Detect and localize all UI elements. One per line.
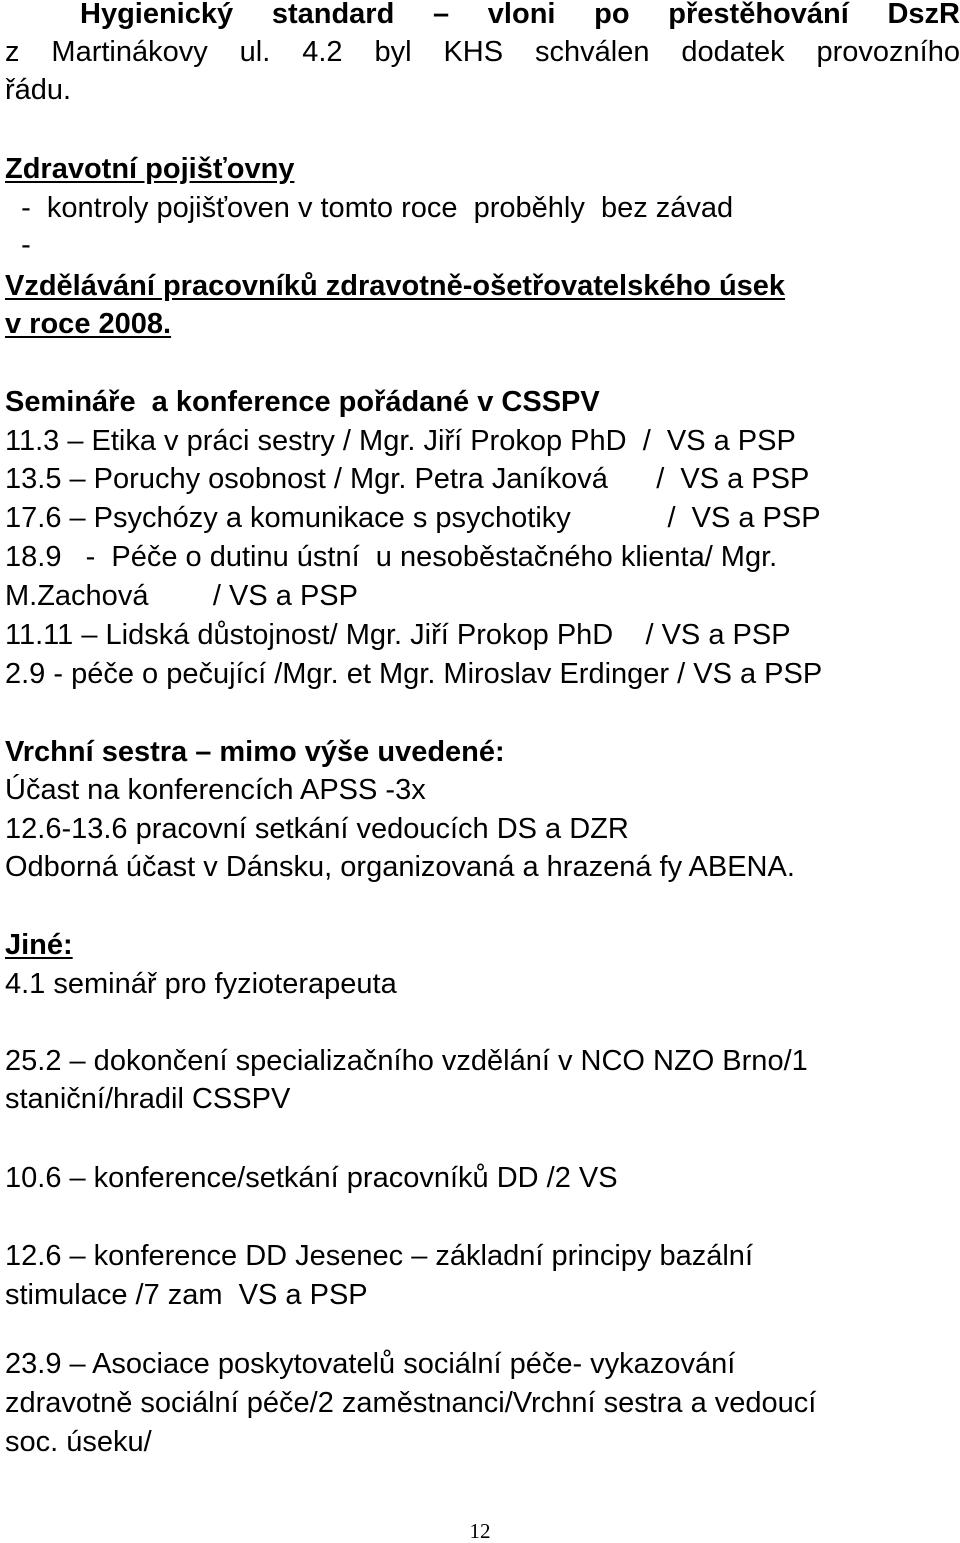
insurance-item-1: - kontroly pojišťoven v tomto roce proběhly bez závad (5, 192, 734, 224)
seminar-item: 17.6 – Psychózy a komunikace s psychotiky / VS a PSP (5, 502, 821, 534)
education-heading-line-1: Vzdělávání pracovníků zdravotně-ošetřovatelského úsek (5, 270, 786, 302)
other-item: 12.6 – konference DD Jesenec – základní principy bazální (5, 1240, 753, 1272)
hygiene-paragraph-line-3: řádu. (5, 74, 72, 106)
hygiene-paragraph-line-1: Hygienický standard – vloni po přestěhování DszR (80, 0, 960, 30)
education-heading-line-2: v roce 2008. (5, 308, 172, 340)
head-nurse-heading: Vrchní sestra – mimo výše uvedené: (5, 736, 505, 768)
seminar-item-continuation: M.Zachová / VS a PSP (5, 580, 358, 612)
other-item-continuation: soc. úseku/ (5, 1426, 152, 1458)
other-item-continuation: zdravotně sociální péče/2 zaměstnanci/Vrchní sestra a vedoucí (5, 1387, 817, 1419)
other-item-continuation: staniční/hradil CSSPV (5, 1083, 291, 1115)
seminar-item: 13.5 – Poruchy osobnost / Mgr. Petra Janíková / VS a PSP (5, 463, 810, 495)
other-item: 25.2 – dokončení specializačního vzdělání v NCO NZO Brno/1 (5, 1045, 808, 1077)
seminar-item: 2.9 - péče o pečující /Mgr. et Mgr. Miroslav Erdinger / VS a PSP (5, 658, 823, 690)
seminars-heading: Semináře a konference pořádané v CSSPV (5, 386, 600, 418)
other-item: 10.6 – konference/setkání pracovníků DD /2 VS (5, 1162, 618, 1194)
head-nurse-item: 12.6-13.6 pracovní setkání vedoucích DS a DZR (5, 813, 629, 845)
other-item-continuation: stimulace /7 zam VS a PSP (5, 1279, 368, 1311)
seminar-item: 11.11 – Lidská důstojnost/ Mgr. Jiří Prokop PhD / VS a PSP (5, 619, 791, 651)
other-item: 4.1 seminář pro fyzioterapeuta (5, 968, 397, 1000)
insurance-item-2: - (5, 229, 31, 261)
seminar-item: 18.9 - Péče o dutinu ústní u nesoběstačného klienta/ Mgr. (5, 541, 778, 573)
other-heading: Jiné: (5, 929, 73, 961)
hygiene-paragraph-line-2: z Martinákovy ul. 4.2 byl KHS schválen dodatek provozního (5, 36, 960, 68)
head-nurse-item: Odborná účast v Dánsku, organizovaná a hrazená fy ABENA. (5, 851, 795, 883)
other-item: 23.9 – Asociace poskytovatelů sociální péče- vykazování (5, 1348, 736, 1380)
insurance-heading: Zdravotní pojišťovny (5, 153, 295, 185)
page-number: 12 (469, 1519, 491, 1543)
seminar-item: 11.3 – Etika v práci sestry / Mgr. Jiří Prokop PhD / VS a PSP (5, 425, 796, 457)
head-nurse-item: Účast na konferencích APSS -3x (5, 774, 426, 806)
